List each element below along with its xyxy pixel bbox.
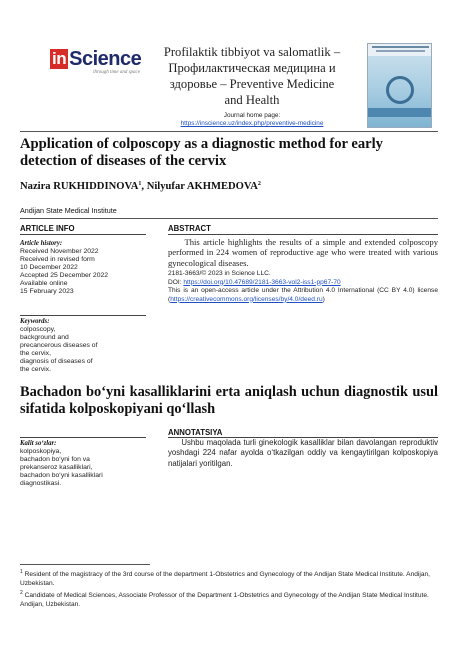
abstract-text: [168, 237, 438, 268]
journal-name-line: Профилактическая медицина и: [168, 61, 336, 75]
abstract-meta: [168, 270, 438, 304]
journal-home: [138, 112, 366, 128]
logo-in-badge: in: [52, 49, 67, 68]
history-line: 15 February 2023: [20, 288, 74, 295]
uzbek-keywords-rule: [20, 437, 146, 438]
abstract-rule: [168, 234, 438, 235]
journal-cover-image: [367, 43, 432, 128]
logo-tagline: through time and space: [93, 70, 140, 75]
journal-home-label: Journal home page:: [223, 112, 281, 119]
article-history: [20, 240, 140, 296]
license-line: [168, 287, 438, 304]
keyword-line: diagnosis of diseases of: [20, 358, 93, 365]
header-divider: [20, 131, 438, 132]
license-text: This is an open-access article under the Attribution 4.0 International (CC BY 4.0) license (: [168, 287, 438, 303]
affiliation-divider: [20, 218, 438, 219]
article-info-rule: [20, 234, 146, 235]
annotation-text: [168, 438, 438, 469]
footnote: [20, 591, 438, 609]
history-line: Available online: [20, 280, 68, 287]
keyword-line: colposcopy,: [20, 326, 56, 333]
uzbek-title: Bachadon bo‘yni kasalliklarini erta aniqlash uchun diagnostik usul sifatida kolposkopiyani qo‘llash: [20, 384, 438, 417]
journal-home-link[interactable]: https://inscience.uz/index.php/preventive-medicine: [180, 120, 324, 127]
logo-wordmark: [50, 49, 146, 69]
keyword-line: background and: [20, 334, 69, 341]
stethoscope-icon: [386, 76, 414, 104]
author-footnote-mark: 1: [138, 181, 142, 187]
article-info-heading: ARTICLE INFO: [20, 224, 75, 233]
journal-logo: [50, 49, 146, 79]
uzbek-keywords-block: [20, 440, 140, 488]
uzbek-keyword-line: kolposkopiya,: [20, 448, 62, 455]
footnote-mark: 1: [20, 569, 23, 575]
keywords-label: Keywords:: [20, 318, 50, 325]
history-line: 10 December 2022: [20, 264, 78, 271]
footnote-text: Candidate of Medical Sciences, Associate Professor of the Department 1-Obstetrics and Gynecology of the Andijan State Medical Institute. Andijan, Uzbekistan.: [20, 592, 429, 608]
annotation-heading: ANNOTATSIYA: [168, 428, 223, 437]
author-separator: ,: [141, 181, 147, 192]
doi-link[interactable]: https://doi.org/10.47689/2181-3663-vol2-iss1-pp67-70: [183, 278, 341, 286]
keyword-line: the cervix,: [20, 350, 51, 357]
license-end: ): [322, 295, 325, 303]
keywords-rule: [20, 315, 146, 316]
history-line: Accepted 25 December 2022: [20, 272, 109, 279]
history-label: Article history:: [20, 240, 63, 247]
journal-name: [138, 44, 366, 108]
article-authors: [20, 181, 261, 193]
author-name: Nilyufar AKHMEDOVA: [146, 181, 258, 192]
footnote: [20, 570, 438, 588]
cover-bottom-band: [368, 108, 431, 117]
issn-line: 2181-3663/© 2023 in Science LLC.: [168, 270, 271, 277]
keywords-block: [20, 318, 140, 374]
license-link[interactable]: https://creativecommons.org/licenses/by/4.0/deed.ru: [170, 295, 323, 303]
abstract-heading: ABSTRACT: [168, 224, 211, 233]
logo-science-text: Science: [69, 48, 142, 70]
history-line: Received November 2022: [20, 248, 99, 255]
uzbek-keyword-line: prekanseroz kasalliklari,: [20, 464, 93, 471]
affiliation: Andijan State Medical Institute: [20, 206, 117, 215]
footnote-text: Resident of the magistracy of the 3rd course of the department 1-Obstetrics and Gynecology of the Andijan State Medical Institute. Andijan, Uzbekistan.: [20, 571, 430, 587]
doi-label: DOI:: [168, 278, 184, 286]
article-title: Application of colposcopy as a diagnostic method for early detection of diseases of the cervix: [20, 136, 383, 169]
keyword-line: the cervix.: [20, 366, 51, 373]
journal-name-line: and Health: [224, 93, 280, 107]
uzbek-keyword-line: bachadon bo‘yni fon va: [20, 456, 90, 463]
journal-name-line: Profilaktik tibbiyot va salomatlik –: [163, 45, 341, 59]
uzbek-keywords-label: Kalit so‘zlar:: [20, 440, 57, 447]
cover-subtitle-mark: [376, 50, 425, 52]
footnotes: [20, 570, 438, 612]
history-line: Received in revised form: [20, 256, 95, 263]
journal-name-line: здоровье – Preventive Medicine: [169, 77, 335, 91]
doi-line: [168, 279, 438, 288]
abstract-paragraph: This article highlights the results of a simple and extended colposcopy performed in 224 women of reproductive age who were treated with various gynecological diseases.: [168, 237, 438, 268]
footnote-divider: [20, 564, 150, 565]
cover-title-mark: [372, 46, 429, 48]
footnote-mark: 2: [20, 590, 23, 596]
annotation-paragraph: Ushbu maqolada turli ginekologik kasalliklar bilan davolangan reproduktiv yoshdagi 224 nafar ayolda o‘tkazilgan oddiy va kengaytirilgan kolposkopiya natijalari yoritilgan.: [168, 438, 438, 468]
keyword-line: precancerous diseases of: [20, 342, 98, 349]
uzbek-keyword-line: diagnostikasi.: [20, 480, 62, 487]
author-name: Nazira RUKHIDDINOVA: [20, 181, 139, 192]
author-footnote-mark: 2: [257, 181, 261, 187]
uzbek-keyword-line: bachadon bo‘yni kasalliklari: [20, 472, 103, 479]
